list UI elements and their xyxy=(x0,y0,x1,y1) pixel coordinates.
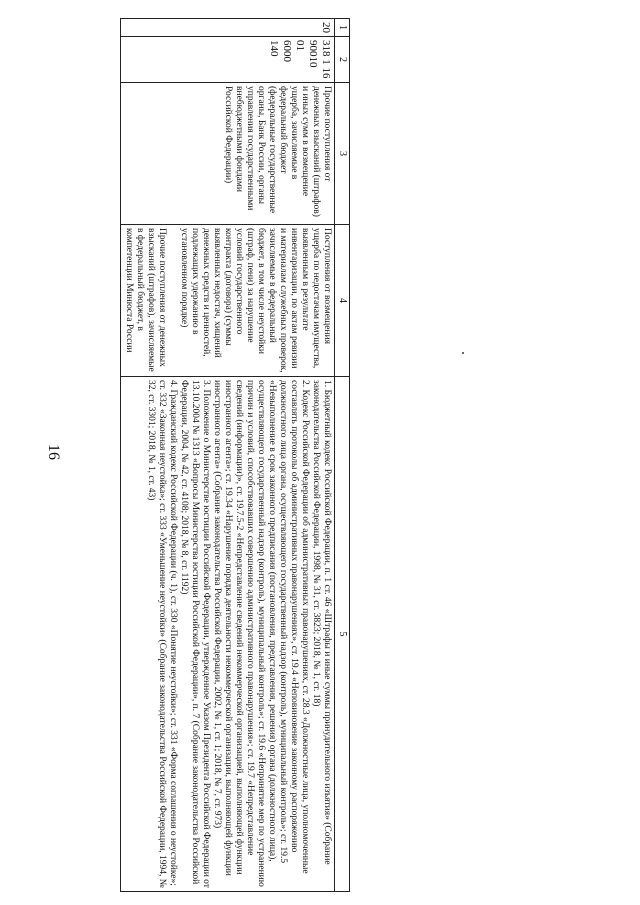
budget-classification-code: 318 1 16 90010 01 6000 140 xyxy=(121,37,335,83)
header-col-5: 5 xyxy=(335,377,350,892)
header-col-1: 1 xyxy=(335,19,350,37)
header-col-3: 3 xyxy=(335,83,350,225)
row-number: 20 xyxy=(121,19,335,37)
revenue-sources: Поступления от возмещения ущерба по недостачам имущества, выявленным в результате инвентаризации, по актам ревизии и материалам служебных проверок, зачисляемые в федеральный бюджет, в том числе неустойки (штраф, пени) за нарушение условий государственного контракта (договора) (суммы выявленных недостач, хищений денежных средств и ценностей, подлежащих удержанию в установленном порядке) Прочие поступления от денежных взысканий (штрафов), зачисляемые в федеральный бюджет, в компетенции Минюста России xyxy=(121,225,335,377)
table-header-row xyxy=(335,19,350,892)
header-col-2: 2 xyxy=(335,37,350,83)
budget-revenue-table xyxy=(120,18,350,892)
page-number: 16 xyxy=(45,444,62,460)
landscape-page xyxy=(80,18,350,892)
revenue-description: Прочие поступления от денежных взысканий (штрафов) и иных сумм в возмещение ущерба, зачисляемые в федеральный бюджет (федеральные государственные органы, Банк России, органы управления государственными внебюджетными фондами Российской Федерации) xyxy=(121,83,335,225)
table-row xyxy=(121,19,335,892)
header-col-4: 4 xyxy=(335,225,350,377)
legal-basis: 1. Бюджетный кодекс Российской Федерации, п. 1 ст. 46 «Штрафы и иные суммы принудительного изъятия» (Собрание законодательства Российской Федерации, 1998, № 31, ст. 3823; 2018, № 1, ст. 18) 2. Кодекс Российской Федерации об административных правонарушениях, ст. 28.3 «Должностные лица, уполномоченные составлять протоколы об административных правонарушениях», ст. 19.4 «Неповиновение законному распоряжению должностного лица органа, осуществляющего государственный надзор (контроль), муниципальный контроль»; ст. 19.5 «Невыполнение в срок законного предписания (постановления, представления, решения) органа (должностного лица), осуществляющего государственный надзор (контроль), муниципальный контроль»; ст. 19.6 «Непринятие мер по устранению причин и условий, способствовавших совершению административного правонарушения»; ст. 19.7 «Непредставление сведений (информации)», ст. 19.7.5-2 «Непредставление сведений некоммерческой организацией, выполняющей функции иностранного агента»; ст. 19.34 «Нарушение порядка деятельности некоммерческой организации, выполняющей функции иностранного агента» (Собрание законодательства Российской Федерации, 2002, № 1, ст. 1; 2018, № 7, ст. 973) 3. Положение о Министерстве юстиции Российской Федерации, утвержденное Указом Президента Российской Федерации от 13.10.2004 № 1313 «Вопросы Министерства юстиции Российской Федерации», п. 7 (Собрание законодательства Российской Федерации, 2004, № 42, ст. 4108; 2018, № 8, ст. 1192) 4. Гражданский кодекс Российской Федерации (ч. 1), ст. 330 «Понятие неустойки»; ст. 331 «Форма соглашения о неустойке»; ст. 332 «Законная неустойка»; ст. 333 «Уменьшение неустойки» (Собрание законодательства Российской Федерации, 1994, № 32, ст. 3301; 2018, № 1, ст. 43) xyxy=(121,377,335,892)
scan-speck xyxy=(462,352,464,354)
